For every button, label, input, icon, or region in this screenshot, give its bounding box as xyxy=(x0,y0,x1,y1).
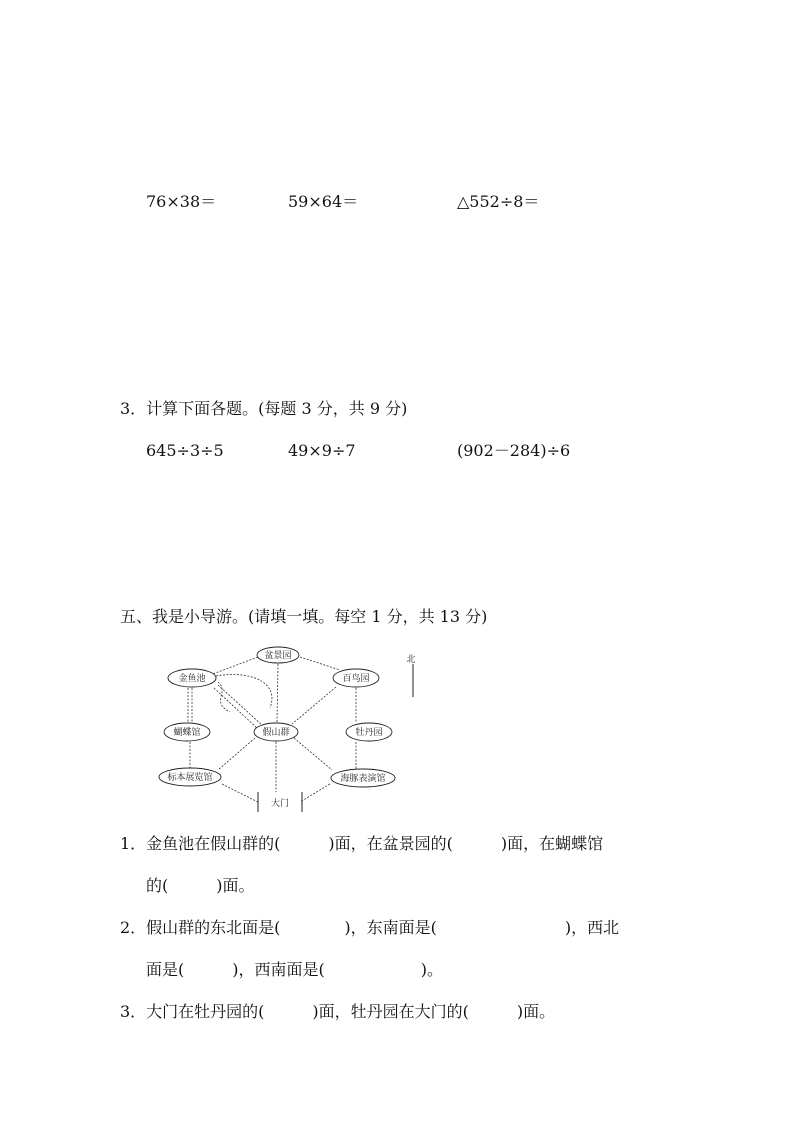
q3-item-2: 49×9÷7 xyxy=(288,441,356,460)
label-bainiao: 百鸟园 xyxy=(342,674,370,684)
section5-title: 五、我是小导游。(请填一填。每空 1 分，共 13 分) xyxy=(120,607,488,626)
label-jinyu: 金鱼池 xyxy=(178,674,206,684)
q3-title: 3．计算下面各题。(每题 3 分，共 9 分) xyxy=(120,399,408,418)
q5-2-line2: 面是( )，西南面是( )。 xyxy=(146,960,443,979)
calc-item-2: 59×64＝ xyxy=(288,192,359,211)
label-jiashan: 假山群 xyxy=(262,728,290,738)
q5-3-line1: 3．大门在牡丹园的( )面，牡丹园在大门的( )面。 xyxy=(120,1002,556,1021)
calc-item-1: 76×38＝ xyxy=(146,192,217,211)
label-biaoben: 标本展览馆 xyxy=(167,773,213,783)
zoo-map xyxy=(150,642,416,822)
zoo-map-diagram xyxy=(150,642,416,822)
q5-2-line1: 2．假山群的东北面是( )，东南面是( )，西北 xyxy=(120,918,620,937)
q3-item-3: (902－284)÷6 xyxy=(457,441,571,460)
label-mudan: 牡丹园 xyxy=(355,728,383,738)
label-penjing: 盆景园 xyxy=(264,651,292,661)
q5-1-line2: 的( )面。 xyxy=(146,876,255,895)
label-haitun: 海豚表演馆 xyxy=(340,774,386,784)
label-damen: 大门 xyxy=(270,799,290,809)
q3-item-1: 645÷3÷5 xyxy=(146,441,224,460)
q5-1-line1: 1．金鱼池在假山群的( )面，在盆景园的( )面，在蝴蝶馆 xyxy=(120,834,604,853)
calc-item-3: △552÷8＝ xyxy=(457,192,540,211)
label-hudie: 蝴蝶馆 xyxy=(173,728,201,738)
north-label: 北 xyxy=(406,655,416,665)
